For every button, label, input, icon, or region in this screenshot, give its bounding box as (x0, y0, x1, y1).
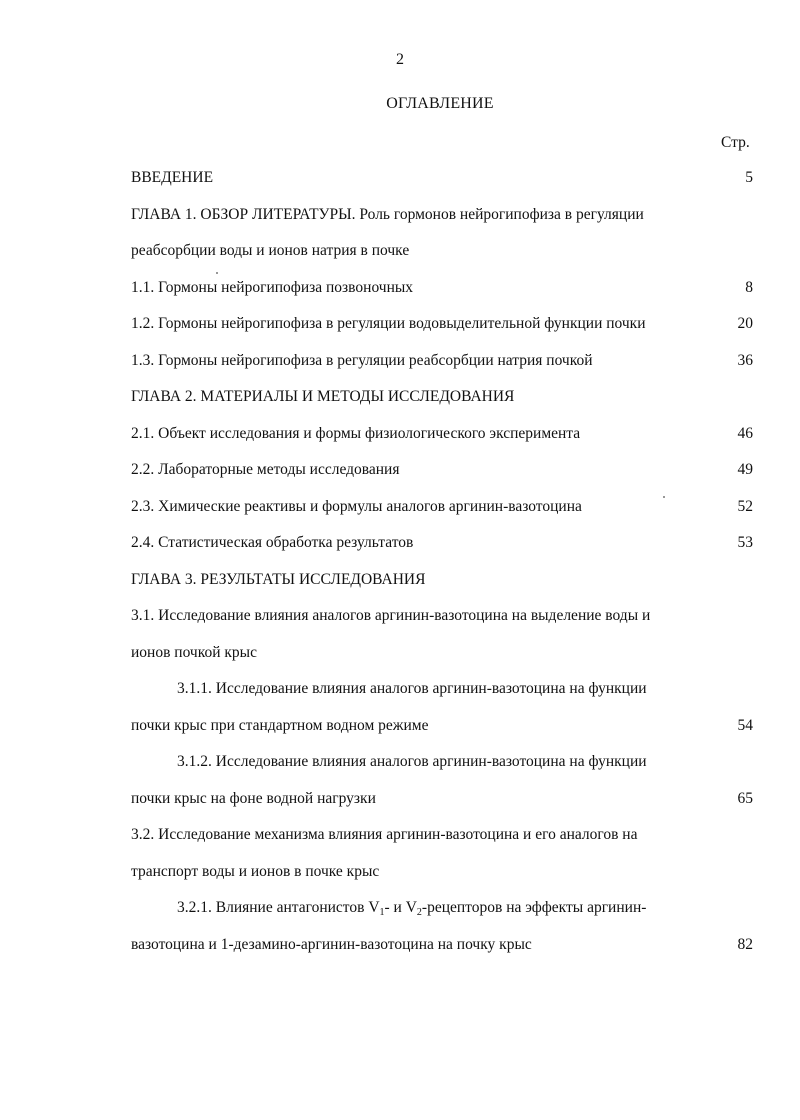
toc-section-1-1-text: 1.1. Гормоны нейрогипофиза позвоночных (131, 279, 414, 296)
toc-section-1-2-page: 20 (737, 315, 753, 332)
toc-section-3-2-1-page: 82 (737, 936, 753, 953)
toc-section-3-2-1-part2: - и V (384, 899, 417, 916)
toc-section-1-3-text: 1.3. Гормоны нейрогипофиза в регуляции реабсорбции натрия почкой (131, 352, 593, 369)
toc-section-1-1-page: 8 (745, 279, 753, 296)
toc-section-3-2-line2: транспорт воды и ионов в почке крыс (131, 863, 380, 880)
scan-speck (663, 496, 665, 498)
toc-section-3-2-1-line1 (177, 898, 646, 918)
toc-section-2-3-text: 2.3. Химические реактивы и формулы аналогов аргинин-вазотоцина (131, 498, 582, 515)
toc-section-3-2-1-part3: -рецепторов на эффекты аргинин- (421, 899, 647, 916)
toc-section-3-1-2-page: 65 (737, 790, 753, 807)
toc-section-3-2-line1: 3.2. Исследование механизма влияния аргинин-вазотоцина и его аналогов на (131, 826, 638, 843)
toc-section-2-2-page: 49 (737, 461, 753, 478)
toc-section-2-2-text: 2.2. Лабораторные методы исследования (131, 461, 400, 478)
toc-section-3-1-line2: ионов почкой крыс (131, 644, 257, 661)
toc-chapter3: ГЛАВА 3. РЕЗУЛЬТАТЫ ИССЛЕДОВАНИЯ (131, 571, 426, 588)
toc-section-3-1-1-line2: почки крыс при стандартном водном режиме (131, 717, 429, 734)
toc-chapter1-line1: ГЛАВА 1. ОБЗОР ЛИТЕРАТУРЫ. Роль гормонов нейрогипофиза в регуляции (131, 206, 644, 223)
toc-section-3-2-1-part1: 3.2.1. Влияние антагонистов V (177, 899, 380, 916)
toc-chapter2: ГЛАВА 2. МАТЕРИАЛЫ И МЕТОДЫ ИССЛЕДОВАНИЯ (131, 388, 515, 405)
toc-chapter1-line2: реабсорбции воды и ионов натрия в почке (131, 242, 410, 259)
toc-intro-page: 5 (745, 169, 753, 186)
page-number: 2 (396, 51, 404, 68)
toc-section-3-2-1-sub1: 1 (379, 907, 385, 918)
toc-section-1-2-text: 1.2. Гормоны нейрогипофиза в регуляции водовыделительной функции почки (131, 315, 646, 332)
toc-intro-text: ВВЕДЕНИЕ (131, 169, 214, 186)
toc-section-2-4-text: 2.4. Статистическая обработка результатов (131, 534, 414, 551)
toc-section-3-2-1-sub2: 2 (416, 907, 422, 918)
toc-section-2-4-page: 53 (737, 534, 753, 551)
toc-section-3-1-1-page: 54 (737, 717, 753, 734)
toc-section-2-1-text: 2.1. Объект исследования и формы физиологического эксперимента (131, 425, 581, 442)
toc-section-3-1-2-line1: 3.1.2. Исследование влияния аналогов аргинин-вазотоцина на функции (177, 753, 647, 770)
toc-section-3-1-1-line1: 3.1.1. Исследование влияния аналогов аргинин-вазотоцина на функции (177, 680, 647, 697)
page-title: ОГЛАВЛЕНИЕ (386, 95, 494, 112)
toc-section-1-3-page: 36 (737, 352, 753, 369)
page-column-header: Стр. (721, 134, 750, 151)
toc-section-3-1-2-line2: почки крыс на фоне водной нагрузки (131, 790, 376, 807)
toc-section-3-2-1-line2: вазотоцина и 1-дезамино-аргинин-вазотоцина на почку крыс (131, 936, 532, 953)
toc-section-2-1-page: 46 (737, 425, 753, 442)
scan-speck (216, 272, 218, 274)
toc-section-3-1-line1: 3.1. Исследование влияния аналогов аргинин-вазотоцина на выделение воды и (131, 607, 651, 624)
toc-section-2-3-page: 52 (737, 498, 753, 515)
